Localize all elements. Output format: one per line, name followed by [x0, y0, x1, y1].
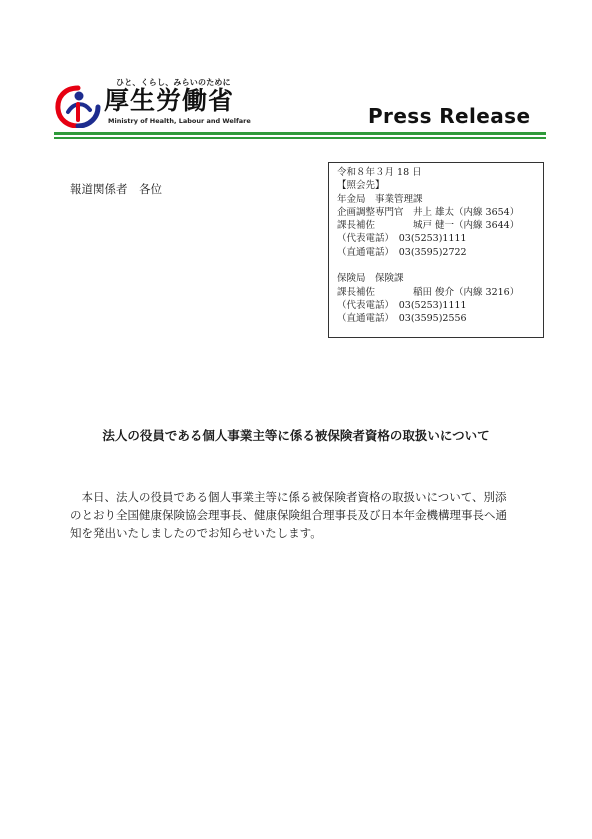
body-line: 知を発出いたしましたのでお知らせいたします。	[70, 526, 322, 540]
header-rule-bottom	[54, 137, 546, 139]
body-line: のとおり全国健康保険協会理事長、健康保険組合理事長及び日本年金機構理事長へ通	[70, 508, 507, 522]
release-date: 令和８年３月 18 日	[337, 167, 422, 178]
contact-line: 年金局 事業管理課	[337, 193, 423, 205]
contact-spacer	[337, 259, 543, 272]
contact-line: 保険局 保険課	[337, 273, 404, 285]
document-subject: 法人の役員である個人事業主等に係る被保険者資格の取扱いについて	[102, 428, 490, 443]
body-paragraph	[70, 488, 540, 542]
contact-heading: 【照会先】	[337, 180, 385, 192]
press-release-title: Press Release	[368, 104, 531, 128]
header-rule-top	[54, 132, 546, 135]
recipient: 報道関係者 各位	[70, 182, 162, 196]
contact-line: （代表電話） 03(5253)1111	[337, 299, 467, 311]
body-line: 本日、法人の役員である個人事業主等に係る被保険者資格の取扱いについて、別添	[70, 490, 507, 504]
logo-tagline: ひと、くらし、みらいのために	[116, 78, 231, 87]
contact-line: （直通電話） 03(3595)2722	[337, 246, 467, 258]
org-name: 厚生労働省	[104, 86, 235, 115]
contact-line: （直通電話） 03(3595)2556	[337, 313, 467, 325]
contact-line: （代表電話） 03(5253)1111	[337, 233, 467, 245]
org-name-en: Ministry of Health, Labour and Welfare	[108, 117, 251, 125]
contact-line: 企画調整専門官 井上 雄太（内線 3654）	[337, 206, 520, 218]
press-header	[0, 0, 592, 145]
contact-line: 課長補佐 稲田 俊介（内線 3216）	[337, 286, 520, 298]
mhlw-logo-icon	[54, 84, 102, 128]
contact-box	[328, 162, 544, 338]
contact-line: 課長補佐 城戸 健一（内線 3644）	[337, 220, 520, 232]
